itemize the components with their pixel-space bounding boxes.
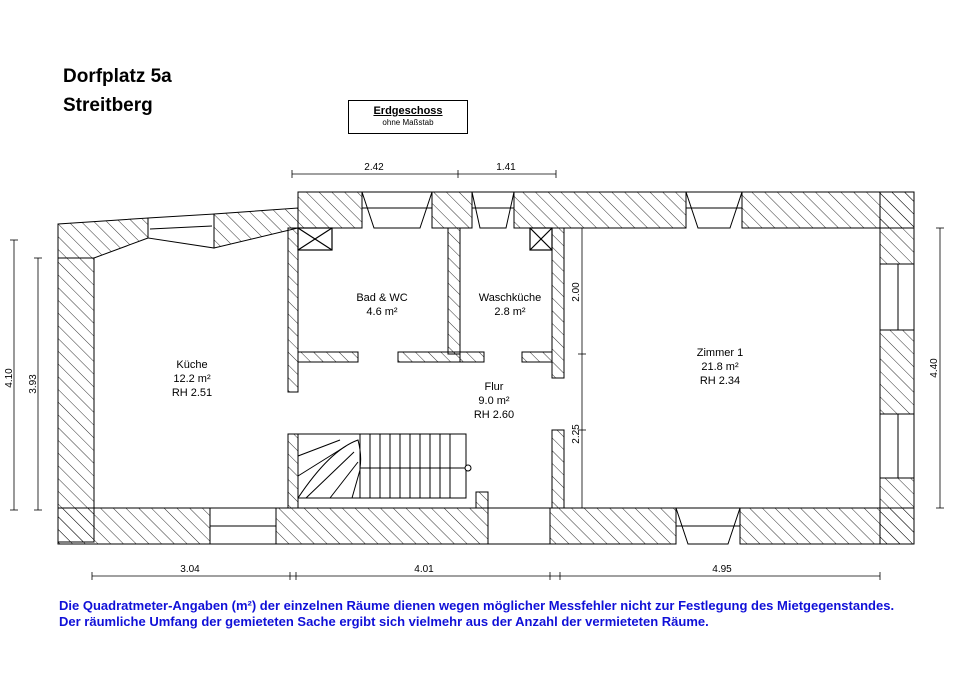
wall-interior-3 xyxy=(552,228,564,378)
room-kueche xyxy=(172,359,212,399)
room-bad-area: 4.6 m² xyxy=(366,306,398,318)
wall-interior-7 xyxy=(460,352,484,362)
window-top-3 xyxy=(686,192,742,228)
room-bad-name: Bad & WC xyxy=(356,292,408,304)
shafts xyxy=(298,228,552,250)
dim-left-inner: 3.93 xyxy=(28,374,39,394)
wall-stair-pillar xyxy=(476,492,488,508)
door-entrance xyxy=(488,508,550,544)
wall-right-b xyxy=(880,330,914,414)
room-bad xyxy=(356,292,407,318)
dim-bottom-mid: 4.01 xyxy=(414,564,434,575)
wall-interior-5 xyxy=(298,352,358,362)
window-right-1 xyxy=(880,264,914,330)
wall-top-a xyxy=(298,192,362,228)
wall-bottom-c xyxy=(550,508,676,544)
floor-label-title: Erdgeschoss xyxy=(373,105,443,117)
wall-interior-4 xyxy=(552,430,564,508)
wall-left xyxy=(58,258,94,542)
room-flur xyxy=(474,381,514,421)
dim-right-outer: 4.40 xyxy=(929,358,940,378)
disclaimer-note: Die Quadratmeter-Angaben (m²) der einzelnen Räume dienen wegen möglicher Messfehler nicht zur Festlegung des Mietgegenstandes. Der räumliche Umfang der gemieteten Sache ergibt sich vielmehr aus der Anzahl der vermieteten Räume. xyxy=(59,598,895,629)
room-kueche-height: RH 2.51 xyxy=(171,387,213,399)
floor-label-subtitle: ohne Maßstab xyxy=(382,118,434,127)
room-zimmer1-area: 21.8 m² xyxy=(701,361,739,373)
room-zimmer1-height: RH 2.34 xyxy=(699,375,741,387)
window-top-1 xyxy=(362,192,432,228)
dim-left-outer: 4.10 xyxy=(4,368,15,388)
wall-top-left-b xyxy=(214,208,298,248)
wall-bottom-b xyxy=(276,508,488,544)
wall-interior-8 xyxy=(522,352,552,362)
room-waschkueche xyxy=(479,292,542,318)
window-top-2 xyxy=(472,192,514,228)
wall-top-c xyxy=(514,192,686,228)
room-flur-height: RH 2.60 xyxy=(473,409,515,421)
room-kueche-area: 12.2 m² xyxy=(173,373,211,385)
window-right-2 xyxy=(880,414,914,478)
wall-top-left-a xyxy=(58,218,148,258)
wall-bottom-a xyxy=(58,508,210,544)
room-zimmer1-name: Zimmer 1 xyxy=(696,347,744,359)
dim-top-right: 1.41 xyxy=(496,162,516,173)
wall-top-b xyxy=(432,192,472,228)
dim-bottom-left: 3.04 xyxy=(180,564,200,575)
room-flur-name: Flur xyxy=(484,381,504,393)
wall-interior-stair xyxy=(288,434,298,508)
wall-right-a xyxy=(880,192,914,264)
address-line-1: Dorfplatz 5a xyxy=(63,66,172,87)
room-kueche-name: Küche xyxy=(176,359,208,371)
wall-bottom-d xyxy=(740,508,914,544)
address-line-2: Streitberg xyxy=(63,95,153,116)
wall-interior-1 xyxy=(288,228,298,392)
dim-inner-upper: 2.00 xyxy=(571,282,582,302)
room-zimmer1 xyxy=(697,347,743,387)
wall-interior-6 xyxy=(398,352,460,362)
window-top-left-1 xyxy=(148,214,214,248)
room-waschkueche-area: 2.8 m² xyxy=(494,306,526,318)
dim-bottom-right: 4.95 xyxy=(712,564,732,575)
room-waschkueche-name: Waschküche xyxy=(478,292,542,304)
room-flur-area: 9.0 m² xyxy=(478,395,510,407)
dim-top-left: 2.42 xyxy=(364,162,384,173)
dim-inner-lower: 2.25 xyxy=(571,424,582,444)
wall-interior-2 xyxy=(448,228,460,354)
staircase xyxy=(298,434,471,498)
